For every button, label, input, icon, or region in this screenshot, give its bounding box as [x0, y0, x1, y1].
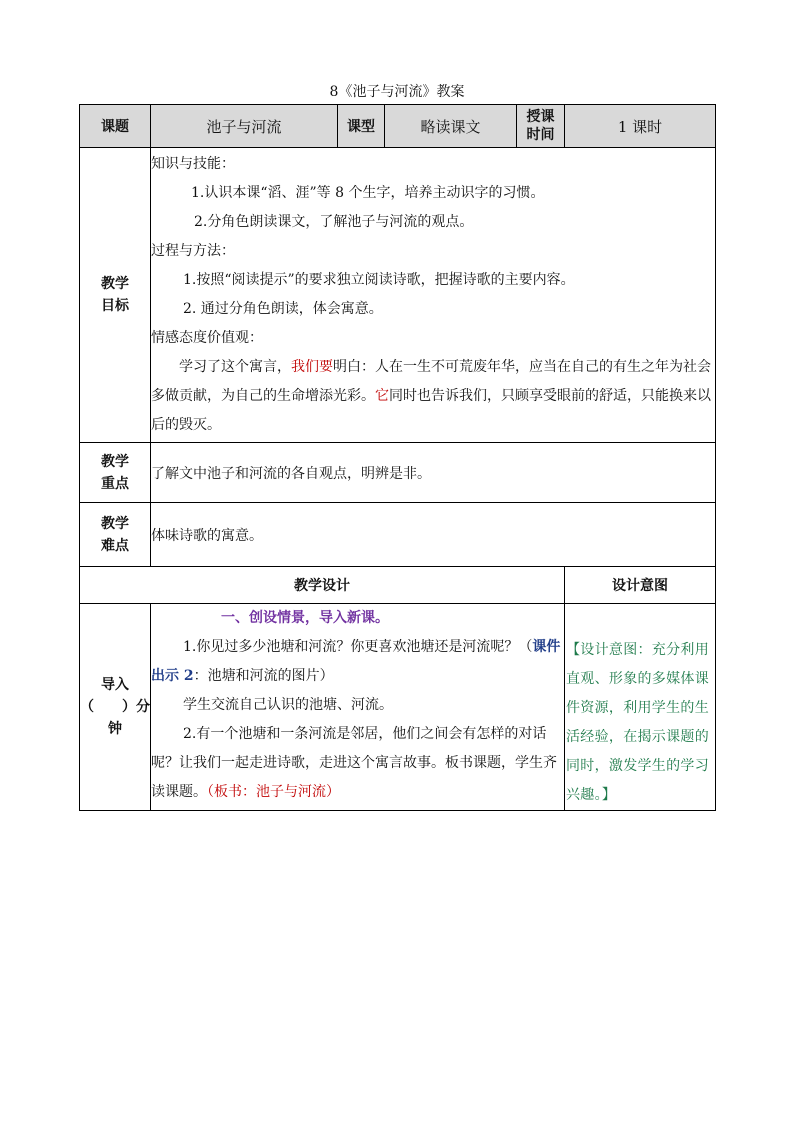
intro-paragraph-3: 2.有一个池塘和一条河流是邻居，他们之间会有怎样的对话呢？让我们一起走进诗歌，走进这个寓言故事。板书课题，学生齐读课题。（板书：池子与河流）: [151, 726, 557, 800]
goals-line: 1.按照“阅读提示”的要求独立阅读诗歌，把握诗歌的主要内容。: [183, 272, 575, 288]
goals-line: 情感态度价值观：: [151, 330, 263, 346]
time-label-line2: 时间: [526, 127, 555, 143]
goals-line: 1.认识本课“滔、涯”等 8 个生字，培养主动识字的习惯。: [191, 185, 545, 201]
goals-line: 2.分角色朗读课文，了解池子与河流的观点。: [194, 214, 474, 230]
goals-label: 教学 目标: [80, 148, 151, 443]
goals-line: 过程与方法：: [151, 243, 235, 259]
intro-label: 导入 （ ）分 钟: [80, 604, 151, 811]
intro-section-title: 一、创设情景，导入新课。: [221, 610, 389, 626]
lesson-plan-table: [79, 104, 716, 811]
key-points-text: 了解文中池子和河流的各自观点，明辨是非。: [151, 443, 716, 503]
time-label-line1: 授课: [526, 109, 555, 125]
document-title: 8《池子与河流》教案: [329, 84, 465, 100]
intro-content: [151, 604, 565, 811]
header-row: [80, 105, 716, 148]
topic-value: 池子与河流: [151, 105, 338, 148]
goals-content: [151, 148, 716, 443]
time-value: 1 课时: [565, 105, 716, 148]
key-points-label: 教学 重点: [80, 443, 151, 503]
key-points-row: [80, 443, 716, 503]
difficulties-label: 教学 难点: [80, 503, 151, 567]
intro-row: [80, 604, 716, 811]
design-header-row: [80, 567, 716, 604]
type-value: 略读课文: [385, 105, 517, 148]
type-label: 课型: [338, 105, 385, 148]
time-label: [517, 105, 565, 148]
intro-paragraph-1: 1.你见过多少池塘和河流？你更喜欢池塘还是河流呢？（课件出示 2：池塘和河流的图片）: [151, 639, 561, 684]
topic-label: 课题: [80, 105, 151, 148]
difficulties-text: 体味诗歌的寓意。: [151, 503, 716, 567]
difficulties-row: [80, 503, 716, 567]
intro-design-intent: 【设计意图：充分利用直观、形象的多媒体课件资源，利用学生的生活经验，在揭示课题的同时，激发学生的学习兴趣。】: [565, 604, 716, 811]
goals-row: [80, 148, 716, 443]
emotion-paragraph: 学习了这个寓言，我们要明白：人在一生不可荒废年华，应当在自己的有生之年为社会多做贡献，为自己的生命增添光彩。它同时也告诉我们，只顾享受眼前的舒适，只能换来以后的毁灭。: [151, 359, 711, 433]
intro-paragraph-2: 学生交流自己认识的池塘、河流。: [183, 697, 393, 713]
design-label: 教学设计: [80, 567, 565, 604]
goals-line: 2. 通过分角色朗读，体会寓意。: [183, 301, 383, 317]
goals-line: 知识与技能：: [151, 156, 235, 172]
intent-label: 设计意图: [565, 567, 716, 604]
